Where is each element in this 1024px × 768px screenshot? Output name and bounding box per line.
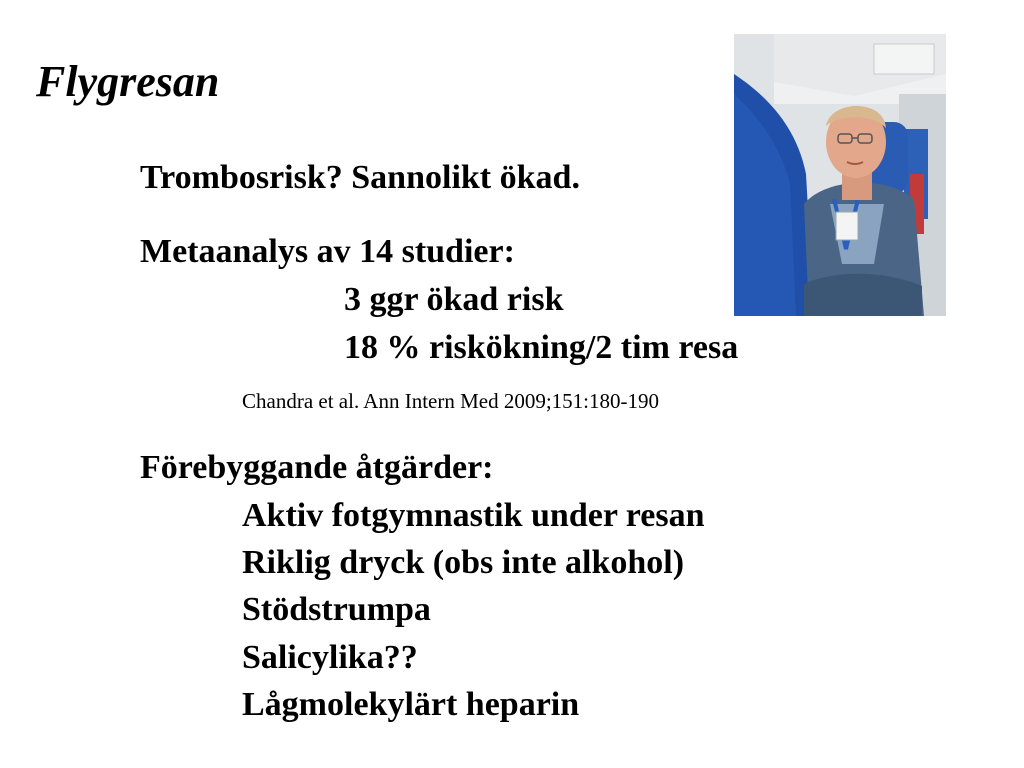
citation: Chandra et al. Ann Intern Med 2009;151:180-190 xyxy=(242,389,660,413)
slide-title: Flygresan xyxy=(36,57,220,106)
passenger-illustration xyxy=(734,34,946,316)
prevention-item: Stödstrumpa xyxy=(242,591,431,628)
thrombosis-risk-line: Trombosrisk? Sannolikt ökad. xyxy=(140,159,580,196)
airplane-passenger-photo xyxy=(734,34,946,316)
meta-analysis-item: 18 % riskökning/2 tim resa xyxy=(344,329,739,366)
prevention-item: Lågmolekylärt heparin xyxy=(242,686,580,723)
prevention-item: Salicylika?? xyxy=(242,639,418,676)
meta-analysis-heading: Metaanalys av 14 studier: xyxy=(140,233,515,270)
prevention-heading: Förebyggande åtgärder: xyxy=(140,449,494,486)
meta-analysis-item: 3 ggr ökad risk xyxy=(344,281,564,318)
prevention-item: Aktiv fotgymnastik under resan xyxy=(242,497,705,534)
prevention-item: Riklig dryck (obs inte alkohol) xyxy=(242,544,685,581)
